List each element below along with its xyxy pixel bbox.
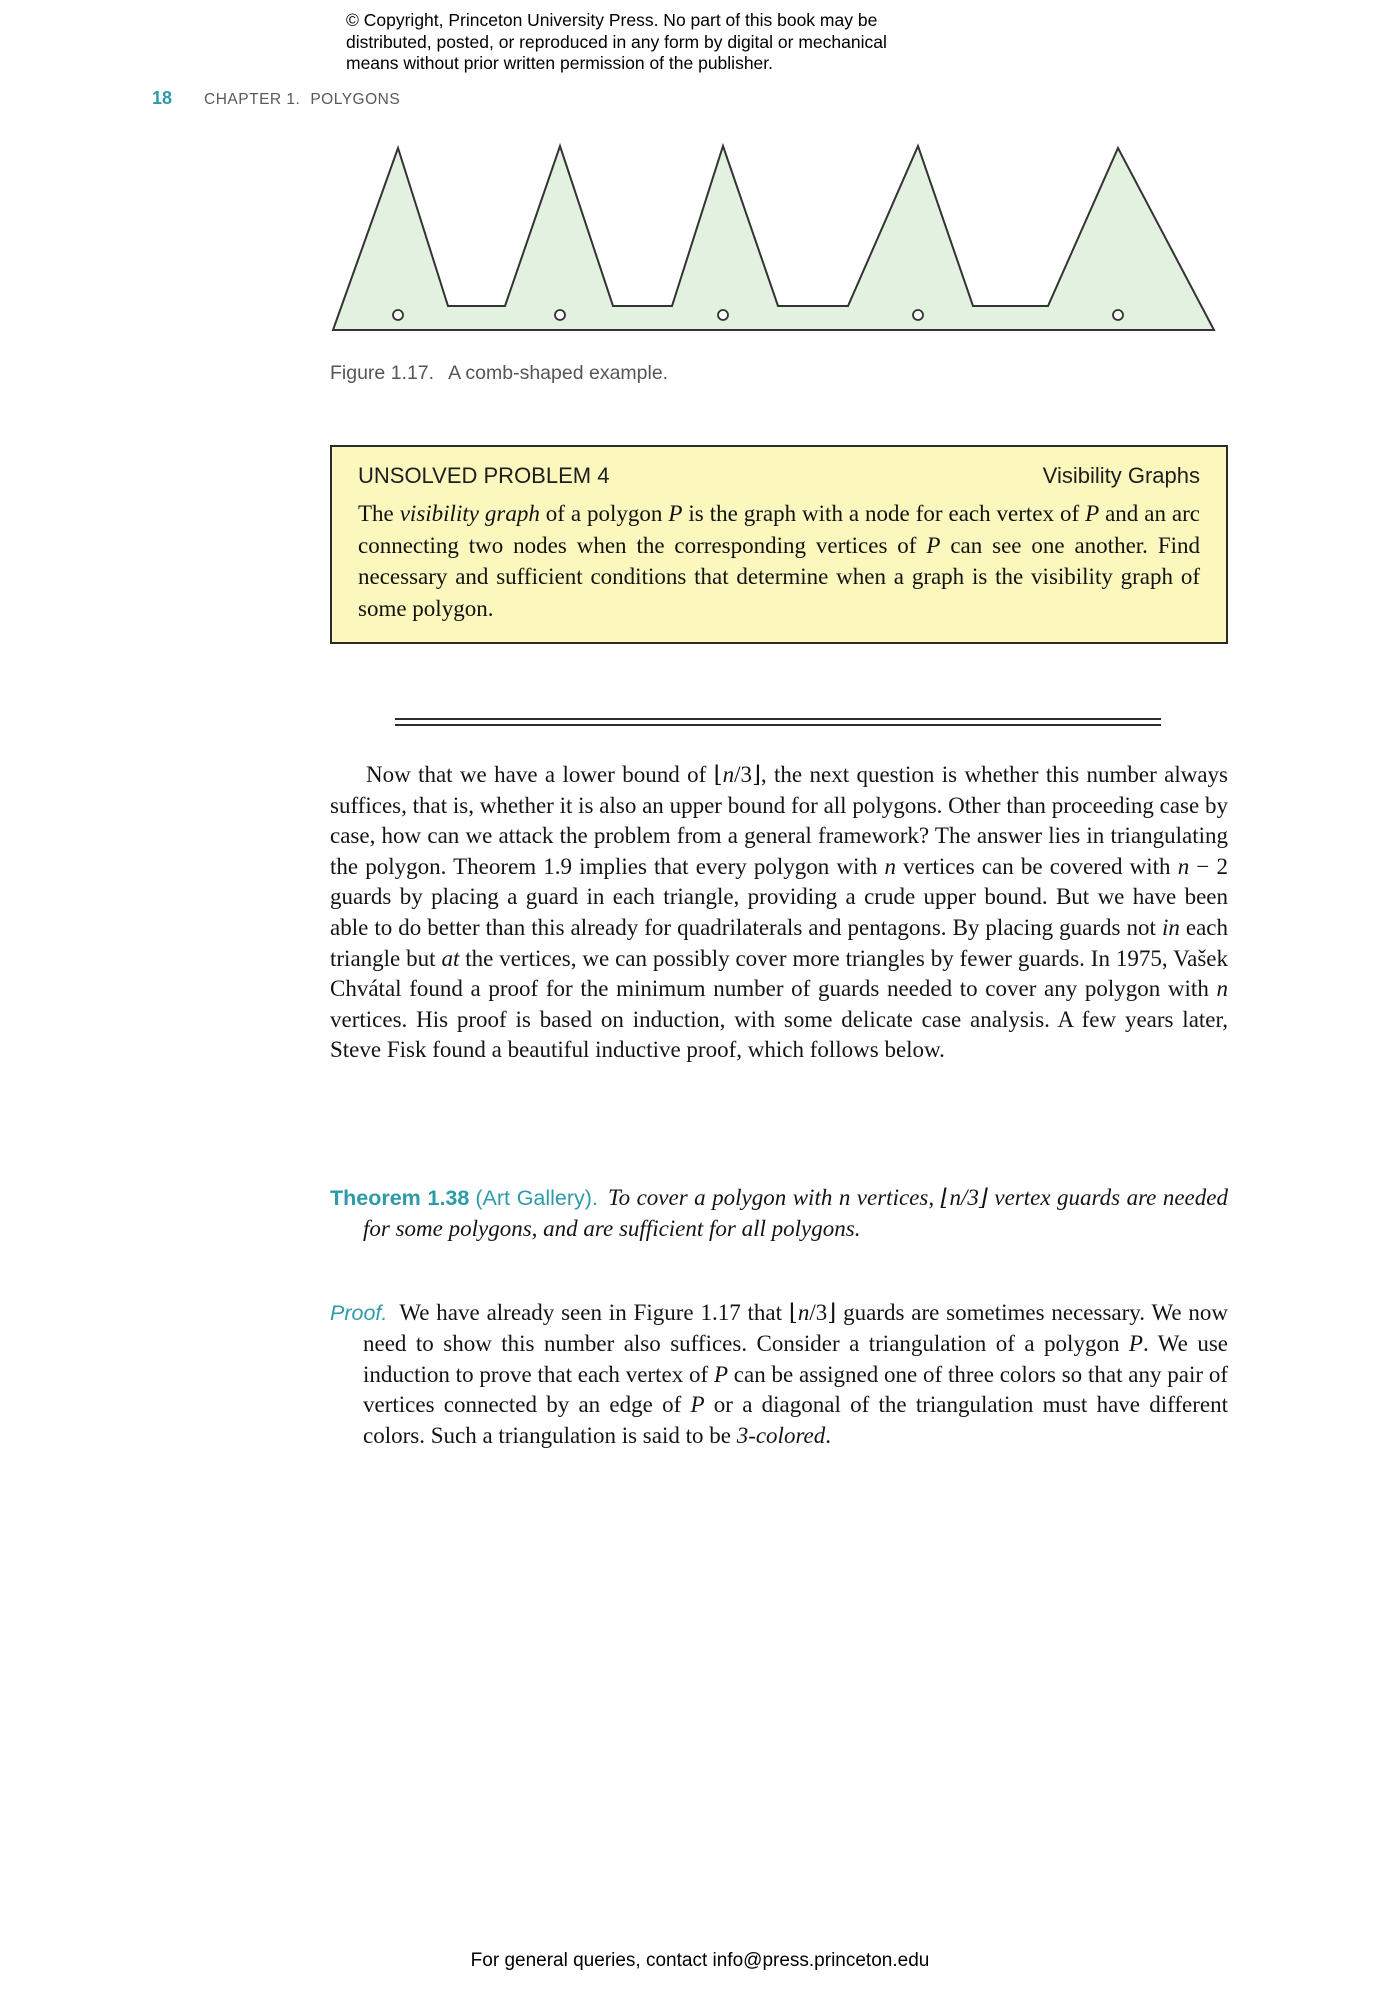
problem-box-title-row bbox=[358, 463, 1200, 489]
guard-dot bbox=[555, 310, 565, 320]
figure-caption-text: A comb-shaped example. bbox=[448, 362, 669, 384]
copyright-line: means without prior written permission of the publisher. bbox=[346, 53, 774, 73]
problem-box-subtitle: Visibility Graphs bbox=[1042, 463, 1200, 488]
comb-polygon bbox=[333, 146, 1214, 330]
section-divider-rule bbox=[395, 718, 1161, 726]
theorem-1-38 bbox=[330, 1183, 1228, 1245]
chapter-label: CHAPTER 1. bbox=[204, 91, 301, 108]
chapter-title: POLYGONS bbox=[310, 91, 401, 108]
copyright-line: © Copyright, Princeton University Press. No part of this book may be bbox=[346, 10, 878, 30]
running-head bbox=[152, 88, 400, 109]
comb-figure-svg bbox=[330, 143, 1220, 335]
theorem-label: Theorem 1.38 bbox=[330, 1186, 470, 1210]
body-paragraph: Now that we have a lower bound of ⌊n/3⌋, the next question is whether this number always suffices, that is, whether it is also an upper bound for all polygons. Other than proceeding case by case, how can we attack the problem from a general framework? The answer lies in triangulating the polygon. Theorem 1.9 implies that every polygon with n vertices can be covered with n − 2 guards by placing a guard in each triangle, providing a crude upper bound. But we have been able to do better than this already for quadrilaterals and pentagons. By placing guards not in each triangle but at the vertices, we can possibly cover more triangles by fewer guards. In 1975, Vašek Chvátal found a proof for the minimum number of guards needed to cover any polygon with n vertices. His proof is based on induction, with some delicate case analysis. A few years later, Steve Fisk found a beautiful inductive proof, which follows below. bbox=[330, 762, 1228, 1063]
theorem-qualifier: (Art Gallery). bbox=[475, 1186, 598, 1210]
figure-caption bbox=[330, 362, 668, 385]
proof-block bbox=[330, 1298, 1228, 1452]
guard-dot bbox=[718, 310, 728, 320]
figure-caption-label: Figure 1.17. bbox=[330, 362, 435, 384]
guard-dot bbox=[393, 310, 403, 320]
theorem-statement: To cover a polygon with n vertices, ⌊n/3⌋ vertex guards are needed for some polygons, and are sufficient for all polygons. bbox=[363, 1185, 1228, 1241]
problem-box-body: The visibility graph of a polygon P is the graph with a node for each vertex of P and an arc connecting two nodes when the corresponding vertices of P can see one another. Find necessary and sufficient conditions that determine when a graph is the visibility graph of some polygon. bbox=[358, 501, 1200, 621]
page-number: 18 bbox=[152, 88, 173, 108]
guard-dot bbox=[913, 310, 923, 320]
proof-body: We have already seen in Figure 1.17 that ⌊n/3⌋ guards are sometimes necessary. We now need to show this number also suffices. Consider a triangulation of a polygon P. We use induction to prove that each vertex of P can be assigned one of three colors so that any pair of vertices connected by an edge of P or a diagonal of the triangulation must have different colors. Such a triangulation is said to be 3-colored. bbox=[363, 1300, 1229, 1449]
guard-dot bbox=[1113, 310, 1123, 320]
page-footer: For general queries, contact info@press.princeton.edu bbox=[470, 1950, 930, 1971]
problem-box-title: UNSOLVED PROBLEM 4 bbox=[358, 463, 610, 488]
copyright-notice bbox=[346, 10, 887, 75]
proof-label: Proof. bbox=[330, 1301, 388, 1325]
comb-figure bbox=[330, 143, 1220, 335]
copyright-line: distributed, posted, or reproduced in any form by digital or mechanical bbox=[346, 31, 887, 52]
unsolved-problem-box bbox=[330, 445, 1228, 644]
